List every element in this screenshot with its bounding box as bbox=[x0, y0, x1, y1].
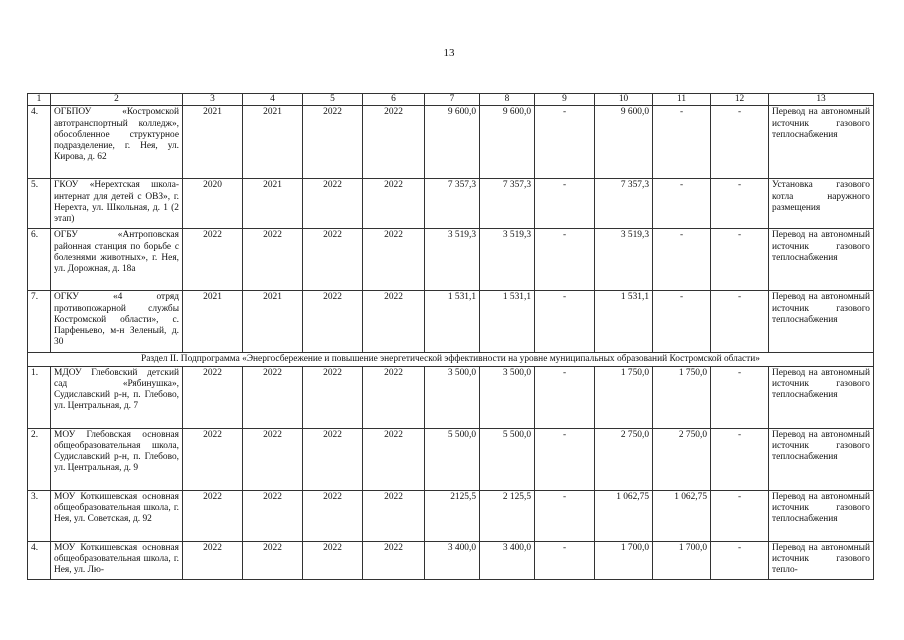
table-row bbox=[28, 291, 874, 353]
row-number: 2. bbox=[28, 428, 51, 490]
note-cell: Перевод на автономный источник газового теплоснабжения bbox=[769, 106, 874, 179]
amount-cell: 9 600,0 bbox=[480, 106, 535, 179]
year-cell: 2022 bbox=[363, 366, 425, 428]
col-header: 8 bbox=[480, 94, 535, 106]
object-name: МОУ Коткишевская основная общеобразовательная школа, г. Нея, ул. Лю- bbox=[51, 541, 183, 579]
amount-cell: 3 519,3 bbox=[595, 229, 653, 291]
year-cell: 2022 bbox=[303, 291, 363, 353]
amount-cell: - bbox=[535, 179, 595, 229]
amount-cell: 2 125,5 bbox=[480, 490, 535, 541]
amount-cell: 1 531,1 bbox=[425, 291, 480, 353]
amount-cell: 3 500,0 bbox=[480, 366, 535, 428]
year-cell: 2022 bbox=[243, 366, 303, 428]
amount-cell: 2 750,0 bbox=[595, 428, 653, 490]
col-header: 7 bbox=[425, 94, 480, 106]
year-cell: 2022 bbox=[363, 229, 425, 291]
section-row bbox=[28, 353, 874, 366]
note-cell: Перевод на автономный источник газового тепло- bbox=[769, 541, 874, 579]
amount-cell: - bbox=[711, 428, 769, 490]
amount-cell: - bbox=[535, 428, 595, 490]
note-cell: Перевод на автономный источник газового теплоснабжения bbox=[769, 291, 874, 353]
amount-cell: 3 519,3 bbox=[480, 229, 535, 291]
amount-cell: - bbox=[653, 229, 711, 291]
year-cell: 2022 bbox=[303, 106, 363, 179]
amount-cell: - bbox=[653, 179, 711, 229]
amount-cell: - bbox=[711, 229, 769, 291]
col-header: 2 bbox=[51, 94, 183, 106]
year-cell: 2022 bbox=[363, 291, 425, 353]
year-cell: 2022 bbox=[243, 428, 303, 490]
object-name: ОГБПОУ «Костромской автотранспортный колледж», обособленное структурное подразделение, г. Нея, ул. Кирова, д. 62 bbox=[51, 106, 183, 179]
year-cell: 2022 bbox=[243, 541, 303, 579]
year-cell: 2022 bbox=[303, 366, 363, 428]
amount-cell: - bbox=[711, 179, 769, 229]
object-name: МДОУ Глебовский детский сад «Рябинушка», Судиславский р-н, п. Глебово, ул. Центральная, д. 7 bbox=[51, 366, 183, 428]
amount-cell: - bbox=[535, 291, 595, 353]
table-row bbox=[28, 366, 874, 428]
amount-cell: 3 400,0 bbox=[480, 541, 535, 579]
table-row bbox=[28, 541, 874, 579]
amount-cell: 1 750,0 bbox=[595, 366, 653, 428]
amount-cell: 2125,5 bbox=[425, 490, 480, 541]
table-row bbox=[28, 106, 874, 179]
amount-cell: - bbox=[653, 106, 711, 179]
col-header: 3 bbox=[183, 94, 243, 106]
amount-cell: 1 062,75 bbox=[595, 490, 653, 541]
row-number: 1. bbox=[28, 366, 51, 428]
amount-cell: 1 062,75 bbox=[653, 490, 711, 541]
amount-cell: 1 531,1 bbox=[595, 291, 653, 353]
amount-cell: - bbox=[535, 229, 595, 291]
col-header: 11 bbox=[653, 94, 711, 106]
year-cell: 2021 bbox=[243, 179, 303, 229]
year-cell: 2022 bbox=[243, 229, 303, 291]
col-header: 4 bbox=[243, 94, 303, 106]
year-cell: 2022 bbox=[183, 229, 243, 291]
amount-cell: - bbox=[535, 490, 595, 541]
note-cell: Перевод на автономный источник газового теплоснабжения bbox=[769, 428, 874, 490]
amount-cell: 1 700,0 bbox=[653, 541, 711, 579]
table-row bbox=[28, 179, 874, 229]
object-name: ГКОУ «Нерехтская школа-интернат для детей с ОВЗ», г. Нерехта, ул. Школьная, д. 1 (2 этап) bbox=[51, 179, 183, 229]
year-cell: 2022 bbox=[303, 428, 363, 490]
amount-cell: 7 357,3 bbox=[425, 179, 480, 229]
year-cell: 2022 bbox=[303, 490, 363, 541]
year-cell: 2020 bbox=[183, 179, 243, 229]
row-number: 3. bbox=[28, 490, 51, 541]
note-cell: Перевод на автономный источник газового теплоснабжения bbox=[769, 229, 874, 291]
page-number: 13 bbox=[443, 47, 455, 59]
table-row bbox=[28, 490, 874, 541]
amount-cell: - bbox=[711, 291, 769, 353]
year-cell: 2021 bbox=[243, 291, 303, 353]
col-header: 9 bbox=[535, 94, 595, 106]
col-header: 13 bbox=[769, 94, 874, 106]
row-number: 7. bbox=[28, 291, 51, 353]
amount-cell: 1 700,0 bbox=[595, 541, 653, 579]
amount-cell: - bbox=[711, 490, 769, 541]
amount-cell: 9 600,0 bbox=[595, 106, 653, 179]
row-number: 4. bbox=[28, 541, 51, 579]
col-header: 6 bbox=[363, 94, 425, 106]
object-name: ОГКУ «4 отряд противопожарной службы Костромской области», с. Парфеньево, м-н Зеленый, д. 30 bbox=[51, 291, 183, 353]
amount-cell: 7 357,3 bbox=[595, 179, 653, 229]
object-name: ОГБУ «Антроповская районная станция по борьбе с болезнями животных», г. Нея, ул. Дорожная, д. 18а bbox=[51, 229, 183, 291]
col-header: 10 bbox=[595, 94, 653, 106]
amount-cell: 7 357,3 bbox=[480, 179, 535, 229]
year-cell: 2022 bbox=[183, 490, 243, 541]
year-cell: 2022 bbox=[303, 179, 363, 229]
row-number: 4. bbox=[28, 106, 51, 179]
year-cell: 2022 bbox=[363, 490, 425, 541]
table-header-row bbox=[28, 94, 874, 106]
amount-cell: 2 750,0 bbox=[653, 428, 711, 490]
amount-cell: - bbox=[711, 106, 769, 179]
row-number: 6. bbox=[28, 229, 51, 291]
year-cell: 2022 bbox=[363, 179, 425, 229]
amount-cell: - bbox=[711, 541, 769, 579]
year-cell: 2022 bbox=[243, 490, 303, 541]
note-cell: Установка газового котла наружного размещения bbox=[769, 179, 874, 229]
amount-cell: 1 531,1 bbox=[480, 291, 535, 353]
section-title: Раздел II. Подпрограмма «Энергосбережение и повышение энергетической эффективности на уровне муниципальных образований Костромской области» bbox=[28, 353, 874, 366]
col-header: 1 bbox=[28, 94, 51, 106]
year-cell: 2021 bbox=[183, 106, 243, 179]
table-row bbox=[28, 428, 874, 490]
year-cell: 2022 bbox=[363, 428, 425, 490]
amount-cell: 3 500,0 bbox=[425, 366, 480, 428]
row-number: 5. bbox=[28, 179, 51, 229]
note-cell: Перевод на автономный источник газового теплоснабжения bbox=[769, 490, 874, 541]
year-cell: 2021 bbox=[183, 291, 243, 353]
note-cell: Перевод на автономный источник газового теплоснабжения bbox=[769, 366, 874, 428]
amount-cell: - bbox=[535, 106, 595, 179]
col-header: 5 bbox=[303, 94, 363, 106]
year-cell: 2022 bbox=[183, 541, 243, 579]
year-cell: 2022 bbox=[303, 541, 363, 579]
col-header: 12 bbox=[711, 94, 769, 106]
amount-cell: 9 600,0 bbox=[425, 106, 480, 179]
amount-cell: - bbox=[711, 366, 769, 428]
program-table bbox=[27, 93, 874, 580]
amount-cell: - bbox=[535, 541, 595, 579]
object-name: МОУ Коткишевская основная общеобразовательная школа, г. Нея, ул. Советская, д. 92 bbox=[51, 490, 183, 541]
amount-cell: 5 500,0 bbox=[480, 428, 535, 490]
object-name: МОУ Глебовская основная общеобразовательная школа, Судиславский р-н, п. Глебово, ул. Центральная, д. 9 bbox=[51, 428, 183, 490]
amount-cell: 5 500,0 bbox=[425, 428, 480, 490]
amount-cell: 3 400,0 bbox=[425, 541, 480, 579]
year-cell: 2022 bbox=[363, 106, 425, 179]
amount-cell: - bbox=[535, 366, 595, 428]
amount-cell: 1 750,0 bbox=[653, 366, 711, 428]
year-cell: 2022 bbox=[363, 541, 425, 579]
amount-cell: 3 519,3 bbox=[425, 229, 480, 291]
year-cell: 2022 bbox=[303, 229, 363, 291]
year-cell: 2022 bbox=[183, 366, 243, 428]
year-cell: 2022 bbox=[183, 428, 243, 490]
year-cell: 2021 bbox=[243, 106, 303, 179]
amount-cell: - bbox=[653, 291, 711, 353]
table-row bbox=[28, 229, 874, 291]
